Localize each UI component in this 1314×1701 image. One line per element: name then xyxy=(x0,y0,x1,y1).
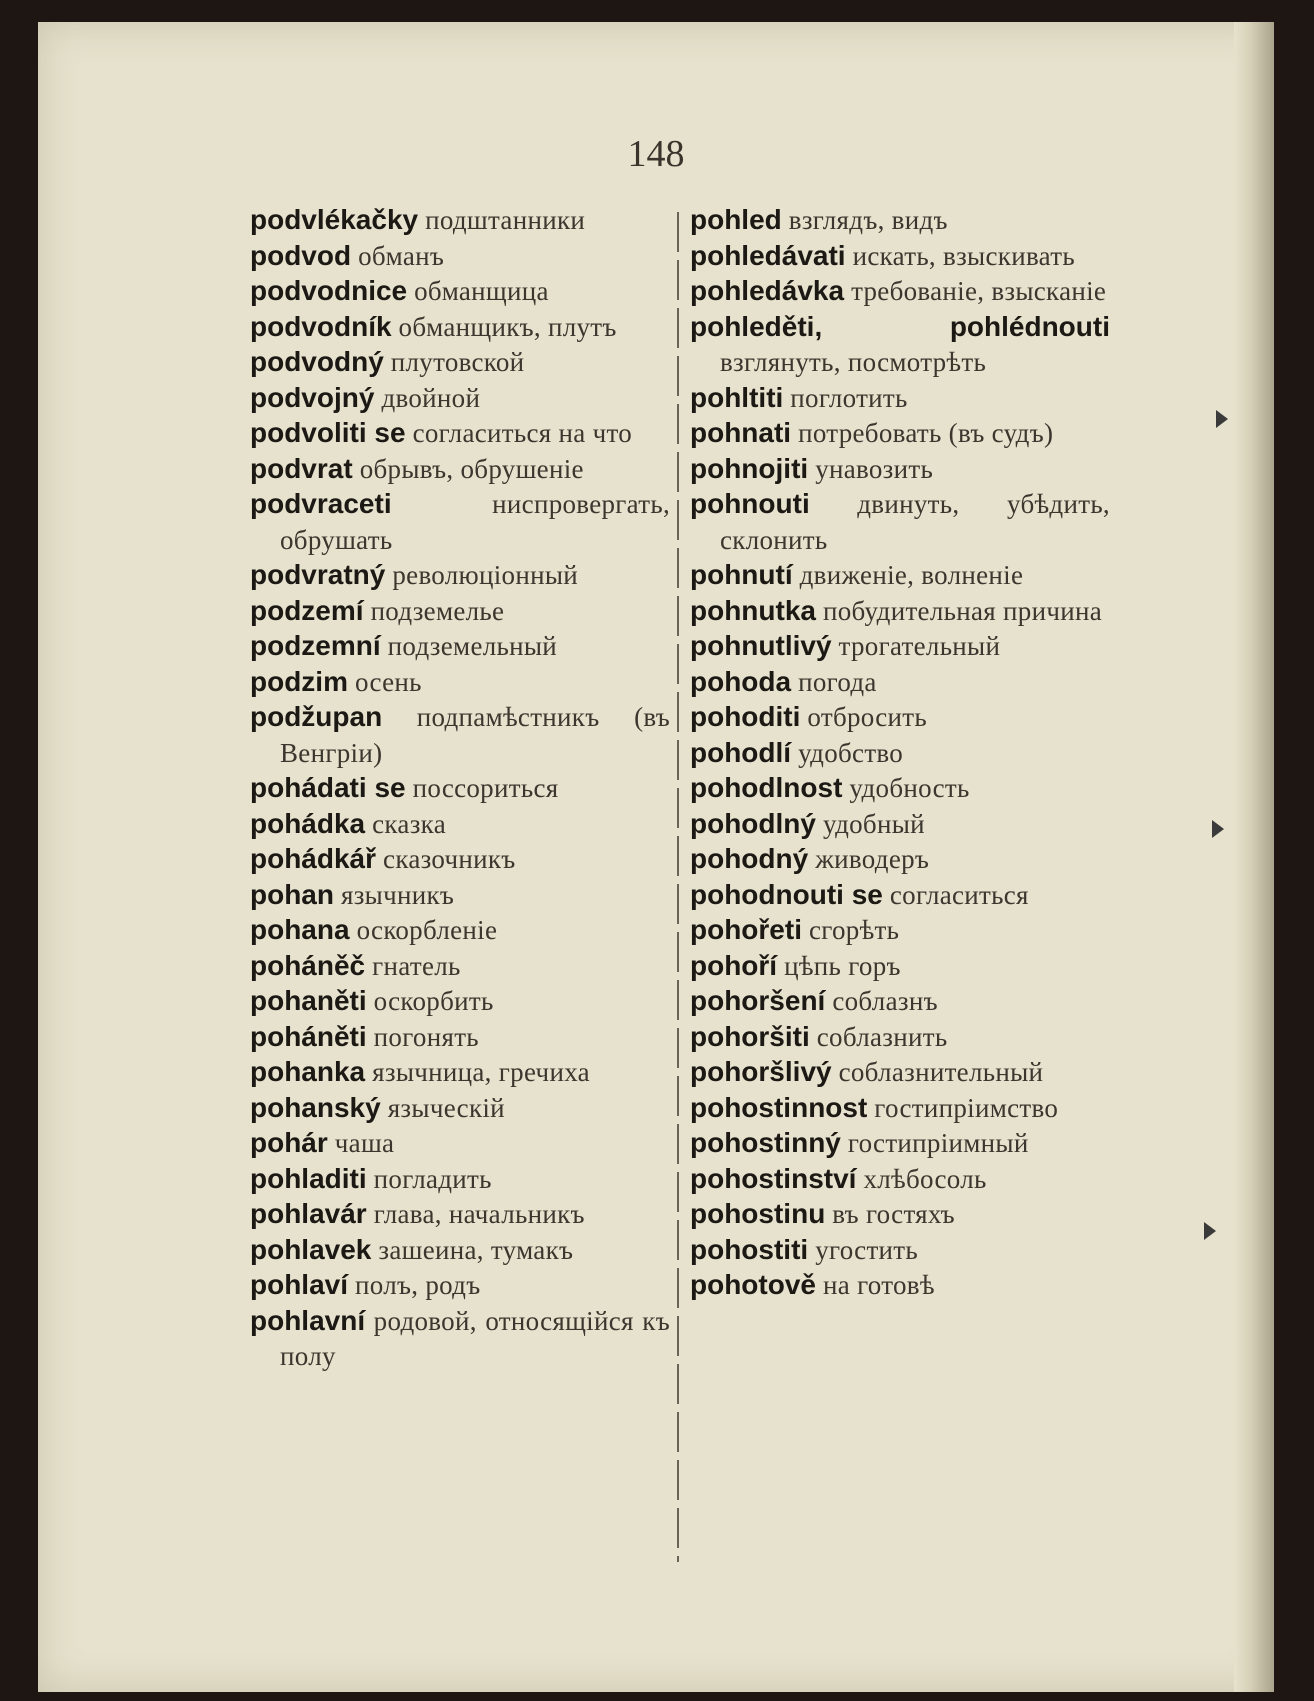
entry-translation: язычница, гречиха xyxy=(372,1057,590,1087)
entry-headword: pohodnouti se xyxy=(690,878,883,910)
entry-headword: podvod xyxy=(250,239,352,271)
entry-translation: сгорѣть xyxy=(809,915,900,945)
entry-headword: podvratný xyxy=(250,559,386,590)
entry-translation: погонять xyxy=(373,1021,479,1052)
dictionary-entry xyxy=(690,807,1110,843)
entry-headword: podzemní xyxy=(250,630,381,661)
entry-translation: погладить xyxy=(373,1163,492,1194)
entry-translation: удобство xyxy=(798,737,904,768)
entry-translation: соблазнить xyxy=(816,1021,948,1052)
entry-headword: pohltiti xyxy=(690,381,784,413)
entry-headword: pohaněti xyxy=(250,985,367,1016)
entry-headword: podvodník xyxy=(250,310,392,342)
entry-headword: poháněč xyxy=(250,949,366,981)
entry-headword: pohoditi xyxy=(690,701,801,732)
entry-translation: обрывъ, обрушеніе xyxy=(359,453,584,484)
entry-translation: потребовать (въ судъ) xyxy=(798,418,1054,448)
entry-translation: въ гостяхъ xyxy=(832,1199,955,1229)
entry-headword: pohostinu xyxy=(690,1198,826,1229)
dictionary-entry xyxy=(250,807,670,843)
dictionary-entry xyxy=(690,949,1110,985)
dictionary-entry xyxy=(250,771,670,807)
dictionary-entry xyxy=(250,1162,670,1198)
dictionary-entry xyxy=(690,487,1110,558)
entry-translation: удобность xyxy=(849,773,970,803)
dictionary-entry xyxy=(250,984,670,1020)
dictionary-entry xyxy=(250,629,670,665)
entry-translation: двойной xyxy=(381,382,481,413)
entry-translation: соблазнительный xyxy=(838,1057,1044,1087)
entry-translation: сказка xyxy=(372,808,446,839)
entry-translation: хлѣбосоль xyxy=(863,1163,987,1194)
margin-arrow-icon xyxy=(1204,1222,1216,1240)
dictionary-entry xyxy=(250,594,670,630)
entry-headword: pohoršení xyxy=(690,985,826,1016)
entry-headword: podzim xyxy=(250,665,348,697)
dictionary-entry xyxy=(690,1268,1110,1304)
entry-translation: движеніе, волненіе xyxy=(799,560,1024,590)
dictionary-entry xyxy=(250,239,670,275)
entry-headword: podvlékačky xyxy=(250,204,419,235)
dictionary-entry xyxy=(690,1091,1110,1127)
entry-headword: pohár xyxy=(250,1127,328,1158)
entry-translation: ниспровергать, обрушать xyxy=(280,489,670,555)
entry-headword: pohnutka xyxy=(690,594,816,626)
entry-translation: обманщица xyxy=(414,276,549,306)
entry-headword: pohořeti xyxy=(690,914,802,945)
entry-headword: pohostinství xyxy=(690,1162,857,1194)
entry-translation: трогательный xyxy=(838,631,1001,661)
entry-headword: podvraceti xyxy=(250,488,392,519)
dictionary-entry xyxy=(250,452,670,488)
entry-headword: pohnutlivý xyxy=(690,630,832,661)
page-binding-shadow xyxy=(1234,22,1274,1692)
entry-headword: pohledávka xyxy=(690,275,845,306)
entry-translation: революціонный xyxy=(392,560,579,590)
entry-translation: живодеръ xyxy=(815,844,930,874)
entry-translation: двинуть, убѣдить, склонить xyxy=(720,489,1110,555)
entry-translation: оскорбить xyxy=(373,986,494,1016)
entry-headword: pohodný xyxy=(690,843,809,874)
entry-translation: подземелье xyxy=(370,595,505,626)
entry-headword: podvrat xyxy=(250,452,353,484)
entry-translation: погода xyxy=(798,666,877,697)
dictionary-entry xyxy=(250,1091,670,1127)
dictionary-entry xyxy=(250,1126,670,1162)
dictionary-entry xyxy=(250,416,670,452)
entry-headword: poháněti xyxy=(250,1020,367,1052)
entry-translation: согласиться на что xyxy=(412,418,633,448)
entry-headword: pohled xyxy=(690,204,782,235)
margin-arrow-icon xyxy=(1216,410,1228,428)
entry-headword: pohladiti xyxy=(250,1162,367,1194)
entry-translation: унавозить xyxy=(815,453,934,484)
entry-translation: удобный xyxy=(822,808,925,839)
entry-headword: pohoršiti xyxy=(690,1020,810,1052)
dictionary-entry xyxy=(250,700,670,771)
entry-translation: искать, взыскивать xyxy=(852,240,1075,271)
entry-translation: поглотить xyxy=(790,382,908,413)
entry-headword: podžupan xyxy=(250,701,383,732)
entry-translation: гостипріимный xyxy=(847,1128,1029,1158)
dictionary-entry xyxy=(250,345,670,381)
entry-translation: цѣпь горъ xyxy=(784,950,901,981)
dictionary-entry xyxy=(250,381,670,417)
dictionary-entry xyxy=(690,771,1110,807)
entry-translation: языческій xyxy=(387,1092,505,1123)
entry-headword: pohostinný xyxy=(690,1127,841,1158)
dictionary-entry xyxy=(690,1126,1110,1162)
entry-translation: подземельный xyxy=(387,631,558,661)
entry-headword: pohodlí xyxy=(690,736,792,768)
dictionary-entry xyxy=(690,1162,1110,1198)
entry-headword: podzemí xyxy=(250,594,364,626)
entry-headword: pohanský xyxy=(250,1091,381,1123)
dictionary-entry xyxy=(690,452,1110,488)
column-divider xyxy=(677,212,679,1562)
entry-translation: гостипріимство xyxy=(874,1092,1059,1123)
entry-translation: осень xyxy=(355,666,422,697)
entry-translation: сказочникъ xyxy=(383,844,516,874)
dictionary-entry xyxy=(250,1233,670,1269)
dictionary-entry xyxy=(250,310,670,346)
dictionary-entry xyxy=(690,416,1110,452)
entry-translation: взглянуть, посмотрѣть xyxy=(720,347,987,377)
entry-headword: pohoří xyxy=(690,949,778,981)
dictionary-entry xyxy=(690,700,1110,736)
entry-headword: pohanka xyxy=(250,1056,366,1087)
entry-headword: pohotově xyxy=(690,1269,816,1300)
dictionary-entry xyxy=(690,558,1110,594)
entry-headword: pohlaví xyxy=(250,1269,349,1300)
entry-translation: гнатель xyxy=(372,950,461,981)
entry-translation: взглядъ, видъ xyxy=(788,205,948,235)
entry-translation: чаша xyxy=(334,1128,395,1158)
entry-headword: pohana xyxy=(250,914,350,945)
dictionary-entry xyxy=(250,665,670,701)
entry-translation: соблазнъ xyxy=(832,986,938,1016)
page-number: 148 xyxy=(627,133,685,175)
entry-headword: pohoršlivý xyxy=(690,1056,832,1087)
dictionary-entry xyxy=(690,1020,1110,1056)
dictionary-entry xyxy=(250,487,670,558)
entry-headword: pohodlný xyxy=(690,807,816,839)
dictionary-entry xyxy=(690,274,1110,310)
entry-headword: pohlavár xyxy=(250,1198,367,1229)
left-column xyxy=(250,203,670,1375)
dictionary-entry xyxy=(250,558,670,594)
dictionary-entry xyxy=(690,1233,1110,1269)
entry-headword: podvoliti se xyxy=(250,417,406,448)
entry-headword: pohnati xyxy=(690,417,792,448)
dictionary-entry xyxy=(250,1055,670,1091)
entry-translation: плутовской xyxy=(390,347,525,377)
entry-translation: родовой, относящійся къ полу xyxy=(280,1305,670,1371)
dictionary-entry xyxy=(250,878,670,914)
dictionary-entry xyxy=(690,239,1110,275)
dictionary-entry xyxy=(690,1055,1110,1091)
dictionary-entry xyxy=(250,1020,670,1056)
dictionary-entry xyxy=(690,736,1110,772)
entry-translation: поссориться xyxy=(412,773,559,803)
entry-translation: согласиться xyxy=(889,879,1029,910)
entry-headword: pohostinnost xyxy=(690,1091,868,1123)
right-column xyxy=(690,203,1110,1304)
dictionary-entry xyxy=(250,274,670,310)
entry-headword: pohan xyxy=(250,878,334,910)
entry-headword: pohnojiti xyxy=(690,452,809,484)
entry-headword: pohnutí xyxy=(690,559,793,590)
entry-headword: pohoda xyxy=(690,665,792,697)
entry-translation: глава, начальникъ xyxy=(373,1199,585,1229)
dictionary-entry xyxy=(690,878,1110,914)
dictionary-entry xyxy=(250,913,670,949)
entry-headword: pohádati se xyxy=(250,772,406,803)
dictionary-entry xyxy=(250,842,670,878)
entry-translation: полъ, родъ xyxy=(355,1270,481,1300)
book-page xyxy=(38,22,1274,1692)
entry-translation: угостить xyxy=(815,1234,919,1265)
entry-headword: podvodnice xyxy=(250,275,408,306)
entry-translation: обманщикъ, плутъ xyxy=(398,311,617,342)
dictionary-entry xyxy=(690,203,1110,239)
entry-translation: язычникъ xyxy=(341,879,455,910)
entry-headword: pohlavní xyxy=(250,1304,366,1336)
entry-translation: обманъ xyxy=(358,240,445,271)
entry-translation: подпамѣстникъ (въ Венгріи) xyxy=(280,702,670,768)
entry-headword: pohledávati xyxy=(690,239,846,271)
entry-headword: pohádka xyxy=(250,807,366,839)
entry-translation: требованіе, взысканіе xyxy=(851,276,1107,306)
entry-translation: зашеина, тумакъ xyxy=(378,1234,574,1265)
entry-headword: podvodný xyxy=(250,346,384,377)
dictionary-entry xyxy=(250,1197,670,1233)
entry-headword: pohostiti xyxy=(690,1233,809,1265)
entry-translation: подштанники xyxy=(425,205,586,235)
margin-arrow-icon xyxy=(1212,820,1224,838)
dictionary-entry xyxy=(250,949,670,985)
entry-headword: podvojný xyxy=(250,381,375,413)
dictionary-entry xyxy=(250,203,670,239)
entry-headword: pohlavek xyxy=(250,1233,372,1265)
entry-translation: на готовѣ xyxy=(823,1270,935,1300)
dictionary-entry xyxy=(690,913,1110,949)
dictionary-entry xyxy=(690,1197,1110,1233)
dictionary-entry xyxy=(690,629,1110,665)
entry-headword: pohodlnost xyxy=(690,772,843,803)
dictionary-entry xyxy=(690,310,1110,381)
entry-headword: pohnouti xyxy=(690,488,810,519)
dictionary-entry xyxy=(250,1268,670,1304)
entry-headword: pohádkář xyxy=(250,843,377,874)
dictionary-entry xyxy=(690,594,1110,630)
dictionary-entry xyxy=(690,665,1110,701)
dictionary-entry xyxy=(250,1304,670,1375)
entry-translation: отбросить xyxy=(807,702,928,732)
entry-translation: оскорбленіе xyxy=(356,915,498,945)
dictionary-entry xyxy=(690,842,1110,878)
entry-translation: побудительная причина xyxy=(823,595,1102,626)
dictionary-entry xyxy=(690,381,1110,417)
entry-headword: pohleděti, pohlédnouti xyxy=(690,310,1110,342)
dictionary-entry xyxy=(690,984,1110,1020)
